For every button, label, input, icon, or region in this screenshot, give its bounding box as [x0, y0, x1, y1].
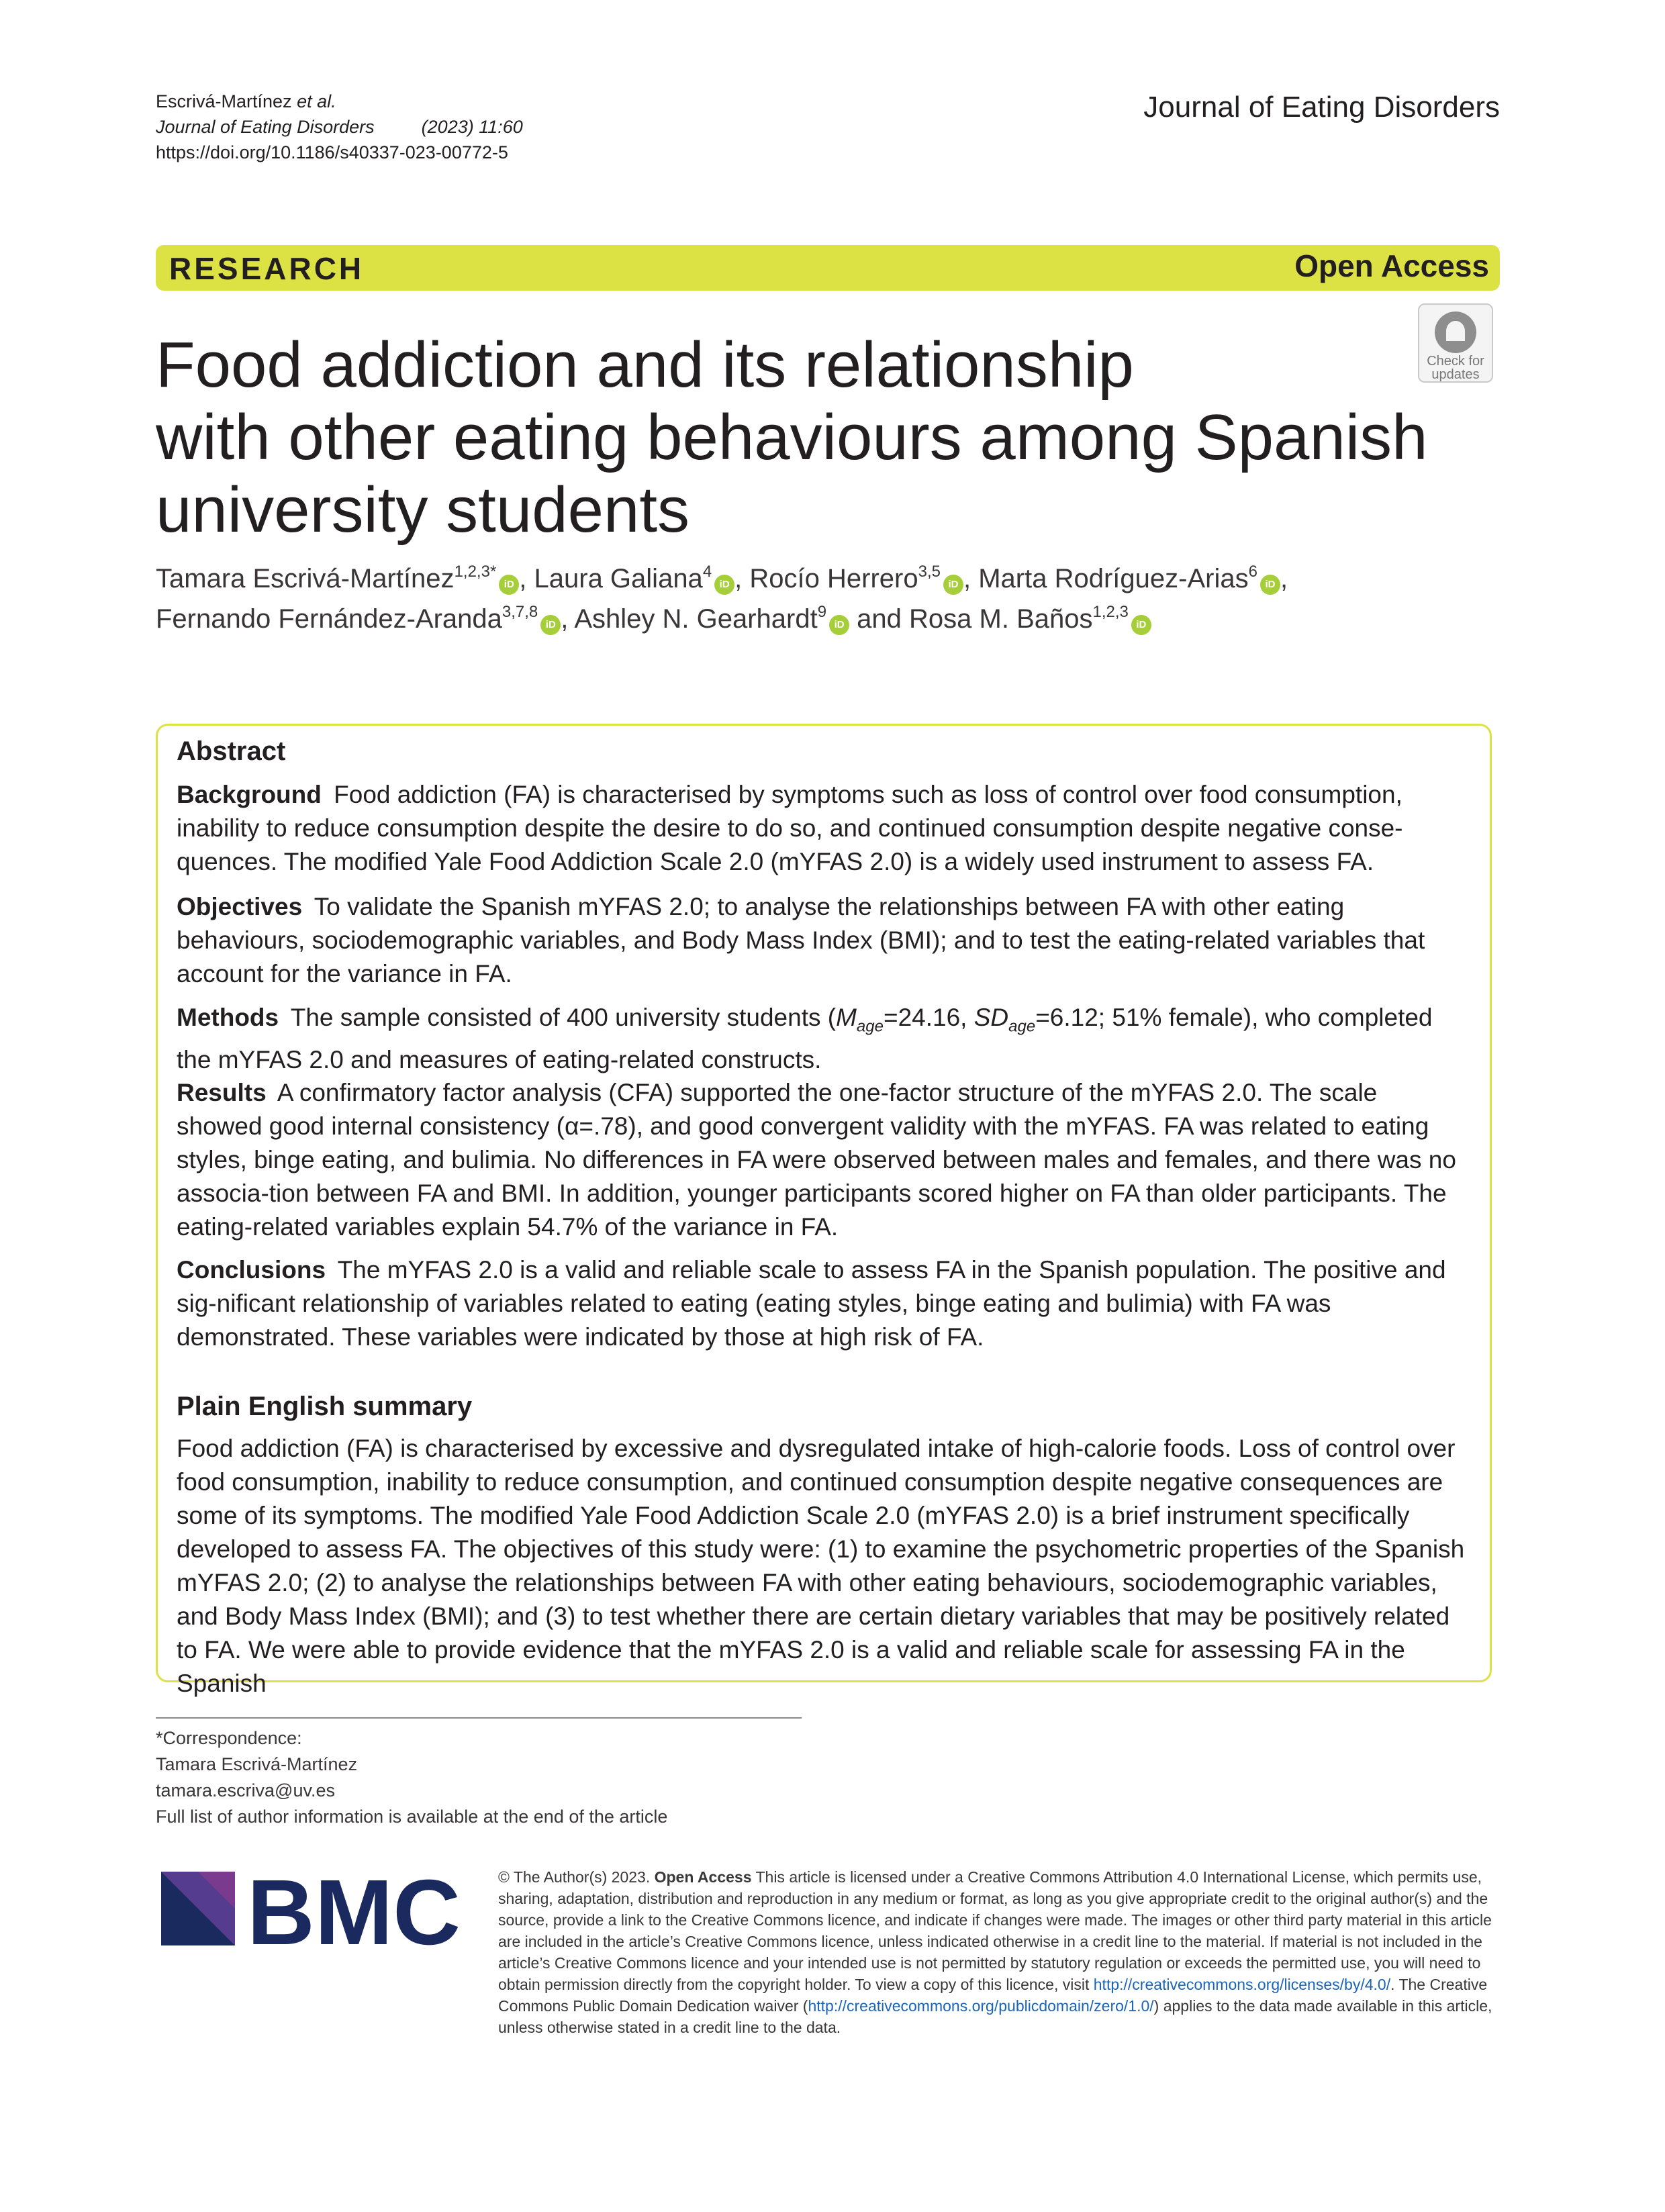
abstract-results: [177, 1076, 1466, 1244]
correspondence-email[interactable]: tamara.escriva@uv.es: [156, 1780, 335, 1800]
abstract-background: [177, 778, 1466, 879]
bmc-logo: [161, 1872, 463, 1951]
bmc-logo-text: BMC: [247, 1872, 461, 1951]
orcid-icon[interactable]: iD: [943, 575, 963, 595]
author-name[interactable]: Marta Rodríguez-Arias: [978, 564, 1249, 593]
methods-label: Methods: [177, 1004, 279, 1031]
journal-name: Journal of Eating Disorders: [1143, 91, 1500, 124]
author-affiliation: 1,2,3: [1092, 603, 1129, 621]
orcid-icon[interactable]: iD: [540, 615, 561, 635]
methods-text-a: The sample consisted of 400 university students (: [290, 1004, 837, 1031]
author-name[interactable]: Rocío Herrero: [749, 564, 918, 593]
author-affiliation: 1,2,3*: [454, 563, 497, 581]
objectives-text: To validate the Spanish mYFAS 2.0; to analyse the relationships between FA with other eating behaviours, sociodemographic variables, and Body Mass Index (BMI); and to test the eating-related variables that account for the variance in FA.: [177, 893, 1425, 988]
article-type: RESEARCH: [169, 251, 365, 286]
et-al: et al.: [297, 91, 336, 111]
mean-value: =24.16,: [883, 1004, 974, 1031]
conclusions-label: Conclusions: [177, 1256, 326, 1284]
abstract-heading: Abstract: [177, 736, 286, 766]
orcid-icon[interactable]: iD: [1131, 615, 1151, 635]
doi-link[interactable]: https://doi.org/10.1186/s40337-023-00772-5: [156, 142, 508, 162]
title-line: Food addiction and its relationship: [156, 329, 1134, 401]
author-separator: and: [849, 604, 910, 634]
author-info-note: Full list of author information is available at the end of the article: [156, 1807, 668, 1827]
author-list: [156, 559, 1485, 639]
author-separator: ,: [561, 604, 575, 634]
plain-summary-heading: Plain English summary: [177, 1392, 473, 1421]
orcid-icon[interactable]: iD: [714, 575, 734, 595]
abstract-conclusions: [177, 1253, 1466, 1354]
author-name[interactable]: Tamara Escrivá-Martínez: [156, 564, 455, 593]
author-affiliation: 9: [817, 603, 827, 621]
license-text: [498, 1866, 1500, 2038]
copyright: © The Author(s) 2023.: [498, 1868, 651, 1886]
title-line: with other eating behaviours among Spanish: [156, 401, 1428, 473]
objectives-label: Objectives: [177, 893, 303, 920]
license-link[interactable]: http://creativecommons.org/licenses/by/4.0/: [1093, 1976, 1391, 1993]
crossmark-icon: [1435, 311, 1476, 353]
orcid-icon[interactable]: iD: [499, 575, 519, 595]
article-type-banner: [156, 245, 1500, 291]
abstract-box: [156, 724, 1492, 1697]
abstract-objectives: [177, 890, 1466, 991]
license-body-2: . The Creative Commons Public Domain Dedication waiver (: [498, 1976, 1488, 2015]
author-name[interactable]: Laura Galiana: [534, 564, 703, 593]
author-affiliation: 6: [1248, 563, 1257, 581]
author-separator: ,: [963, 564, 979, 593]
license-body: This article is licensed under a Creative Commons Attribution 4.0 International License, which permits use, sharing, adaptation, distribution and reproduction in any medium or format, as long as you give appropriate credit to the original author(s) and the source, provide a link to the Creative Commons licence, and indicate if changes were made. The images or other third party material in this article are included in the article’s Creative Commons licence, unless indicated otherwise in a credit line to the material. If material is not included in the article’s Creative Commons licence and your intended use is not permitted by statutory regulation or exceeds the permitted use, you will need to obtain permission directly from the copyright holder. To view a copy of this licence, visit: [498, 1868, 1492, 1993]
correspondence-name: Tamara Escrivá-Martínez: [156, 1754, 358, 1774]
background-label: Background: [177, 781, 322, 808]
license-open-access: Open Access: [654, 1868, 752, 1886]
correspondence-label: *Correspondence:: [156, 1728, 302, 1748]
author-name[interactable]: Ashley N. Gearhardt: [574, 604, 818, 634]
sd-symbol: SD: [973, 1004, 1009, 1031]
author-name[interactable]: Rosa M. Baños: [909, 604, 1093, 634]
journal-italic: Journal of Eating Disorders: [156, 117, 375, 137]
citation-header: [156, 89, 523, 165]
results-text: A confirmatory factor analysis (CFA) supported the one-factor structure of the mYFAS 2.0. The scale showed good internal consistency (α=.78), and good convergent validity with the mYFAS. FA was related to eating styles, binge eating, and bulimia. No differences in FA were observed between males and females, and there was no associa-tion between FA and BMI. In addition, younger participants scored higher on FA than older participants. The eating-related variables explain 54.7% of the variance in FA.: [177, 1079, 1456, 1241]
author-separator: ,: [734, 564, 750, 593]
crossmark-line2: updates: [1431, 367, 1480, 382]
mean-symbol: M: [836, 1004, 857, 1031]
conclusions-text: The mYFAS 2.0 is a valid and reliable scale to assess FA in the Spanish population. The positive and sig-nificant relationship of variables related to eating (eating styles, binge eating and bulimia) with FA was demonstrated. These variables were indicated by those at high risk of FA.: [177, 1256, 1446, 1351]
author-name[interactable]: Fernando Fernández-Aranda: [156, 604, 502, 634]
subscript-age: age: [856, 1017, 884, 1036]
sd-value: =6.12; 51% female), who completed the mYFAS 2.0 and measures of eating-related constructs.: [177, 1004, 1433, 1074]
abstract-methods: [177, 1001, 1466, 1077]
license-body-3: ) applies to the data made available in this article, unless otherwise stated in a credit line to the data.: [498, 1997, 1492, 2036]
author-separator: ,: [519, 564, 534, 593]
author-affiliation: 4: [702, 563, 712, 581]
author-affiliation: 3,7,8: [502, 603, 538, 621]
author-affiliation: 3,5: [918, 563, 941, 581]
subscript-age: age: [1008, 1017, 1036, 1036]
open-access-label: Open Access: [1294, 248, 1489, 283]
title-line: university students: [156, 474, 690, 546]
public-domain-link[interactable]: http://creativecommons.org/publicdomain/zero/1.0/: [808, 1997, 1154, 2015]
authors-short: Escrivá-Martínez: [156, 91, 292, 111]
results-label: Results: [177, 1079, 267, 1106]
orcid-icon[interactable]: iD: [829, 615, 849, 635]
crossmark-line1: Check for: [1427, 354, 1484, 369]
footnote-divider: [156, 1717, 802, 1719]
volume: (2023) 11:60: [421, 117, 523, 137]
article-title: [156, 329, 1431, 546]
background-text: Food addiction (FA) is characterised by symptoms such as loss of control over food consumption, inability to reduce consumption despite the desire to do so, and continued consumption despite negative conse-quences. The modified Yale Food Addiction Scale 2.0 (mYFAS 2.0) is a widely used instrument to assess FA.: [177, 781, 1403, 875]
orcid-icon[interactable]: iD: [1260, 575, 1280, 595]
author-separator: ,: [1280, 564, 1288, 593]
plain-summary-text: Food addiction (FA) is characterised by excessive and dysregulated intake of high-calorie foods. Loss of control over food consumption, inability to reduce consumption, and continued consumption despite negative consequences are some of its symptoms. The modified Yale Food Addiction Scale 2.0 (mYFAS 2.0) is a brief instrument specifically developed to assess FA. The objectives of this study were: (1) to examine the psychometric properties of the Spanish mYFAS 2.0; (2) to analyse the relationships between FA with other eating behaviours, sociodemographic variables, and Body Mass Index (BMI); and (3) to test whether there are certain dietary variables that may be positively related to FA. We were able to provide evidence that the mYFAS 2.0 is a valid and reliable scale for assessing FA in the Spanish: [177, 1435, 1465, 1697]
correspondence-block: [156, 1725, 667, 1830]
